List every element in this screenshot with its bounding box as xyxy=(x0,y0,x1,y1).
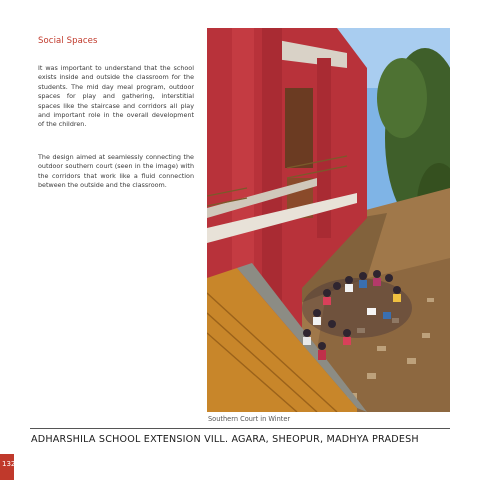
page-number: 132 xyxy=(2,460,16,468)
photo-southern-court xyxy=(207,28,450,412)
body-paragraph-2: The design aimed at seamlessly connecting the outdoor southern court (seen in the image) with the corridors that work like a fluid connection between the outside and the classroom. xyxy=(38,153,194,190)
figure-caption: Southern Court in Winter xyxy=(208,415,291,423)
body-paragraph-1: It was important to understand that the school exists inside and outside the classroom for the students. The mid day meal program, outdoor spaces for play and gathering, interstitial spaces like the staircase and corridors all play and important role in the overall development of the children. xyxy=(38,64,194,129)
section-title: Social Spaces xyxy=(38,36,98,46)
footer-title: ADHARSHILA SCHOOL EXTENSION VILL. AGARA, SHEOPUR, MADHYA PRADESH xyxy=(31,434,419,445)
footer-rule xyxy=(30,428,450,429)
